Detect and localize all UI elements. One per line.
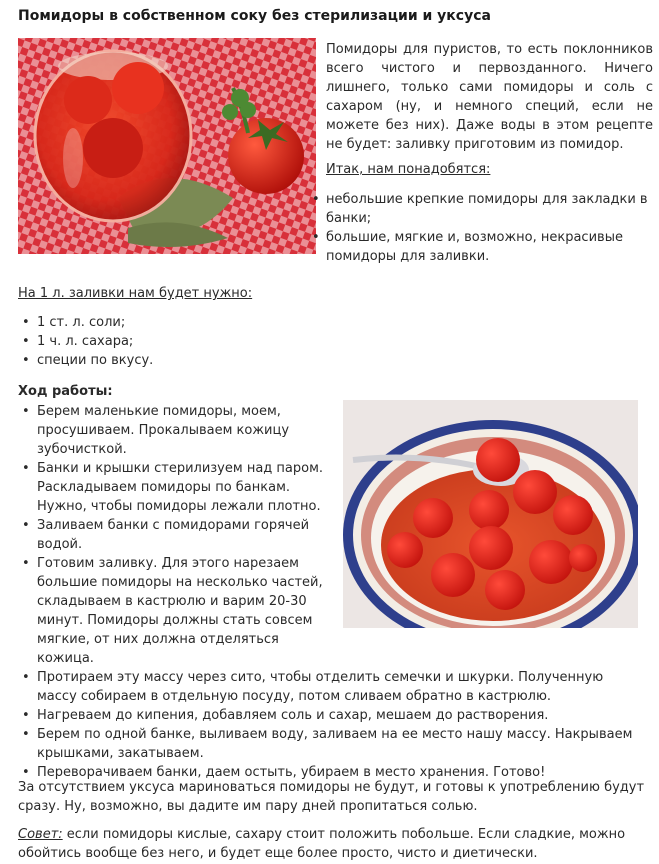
list-item: • небольшие крепкие помидоры для закладки в банки; <box>312 190 652 228</box>
filling-list <box>22 313 153 370</box>
ingredients-heading: Итак, нам понадобятся: <box>326 162 491 177</box>
list-item: • Протираем эту массу через сито, чтобы отделить семечки и шкурки. Полученную массу собираем в отдельную посуду, потом сливаем обратно в кастрюлю. <box>22 668 642 706</box>
list-item: • большие, мягкие и, возможно, некрасивые помидоры для заливки. <box>312 228 652 266</box>
page-title: Помидоры в собственном соку без стерилизации и уксуса <box>18 8 491 24</box>
closing-paragraph: За отсутствием уксуса мариноваться помидоры не будут, и готовы к употреблению будут сразу. Ну, возможно, вы дадите им пару дней пропитаться солью. <box>18 780 645 814</box>
advice-text: если помидоры кислые, сахару стоит положить побольше. Если сладкие, можно обойтись вообще без него, и будет еще более просто, чисто и диетически. <box>18 827 626 861</box>
advice-paragraph <box>18 825 648 863</box>
filling-heading: На 1 л. заливки нам будет нужно: <box>18 286 253 301</box>
list-item: • 1 ч. л. сахара; <box>22 332 153 351</box>
list-item: • Берем по одной банке, выливаем воду, заливаем на ее место нашу массу. Накрываем крышками, закатываем. <box>22 725 642 763</box>
list-item: • 1 ст. л. соли; <box>22 313 153 332</box>
list-item: • Готовим заливку. Для этого нарезаем большие помидоры на несколько частей, складываем в кастрюлю и варим 20-30 минут. Помидоры должны стать совсем мягкие, от них должна отделяться кожица. <box>22 554 327 668</box>
list-item: • Берем маленькие помидоры, моем, просушиваем. Прокалываем кожицу зубочисткой. <box>22 402 327 459</box>
tomato-bowl-photo <box>343 400 638 628</box>
steps-heading: Ход работы: <box>18 384 113 399</box>
list-item: • Нагреваем до кипения, добавляем соль и сахар, мешаем до растворения. <box>22 706 642 725</box>
list-item: • Банки и крышки стерилизуем над паром. Раскладываем помидоры по банкам. Нужно, чтобы помидоры лежали плотно. <box>22 459 327 516</box>
tomato-jar-photo <box>18 38 316 254</box>
list-item: • Переворачиваем банки, даем остыть, убираем в место хранения. Готово! <box>22 763 642 782</box>
ingredients-list <box>312 190 652 266</box>
advice-label: Совет: <box>18 827 63 842</box>
intro-paragraph: Помидоры для пуристов, то есть поклонников всего чистого и первозданного. Ничего лишнего, только сами помидоры и соль с сахаром (ну, и немного специй, если не можете без них). Даже воды в этом рецепте не будет: заливку приготовим из помидор. <box>326 42 653 152</box>
list-item: • специи по вкусу. <box>22 351 153 370</box>
list-item: • Заливаем банки с помидорами горячей водой. <box>22 516 327 554</box>
